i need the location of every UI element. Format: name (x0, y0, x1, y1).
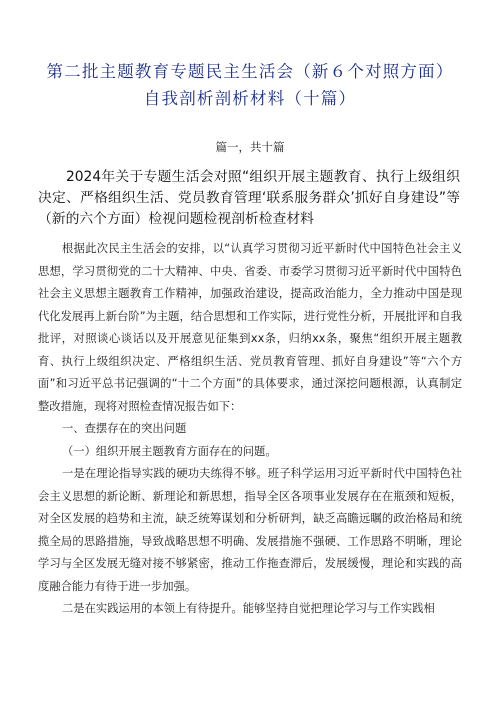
section-heading: 一、查摆存在的突出问题 (62, 422, 187, 435)
body-paragraph-truncated: 二是在实践运用的本领上有待提升。能够坚持自觉把理论学习与工作实践相 (62, 602, 435, 615)
intro-paragraph: 根据此次民主生活会的安排，以“认真学习贯彻习近平新时代中国特色社会主义思想，学习贯彻党的二十大精神、中央、省委、市委学习贯彻习近平新时代中国特色社会主义思想主题教育工作精神，加强政治建设，提高政治能力，全力推动中国是现代化发展再上新台阶”为主题，结合思想和工作实际，进行党性分析，开展批评和自我批评，对照谈心谈话以及开展意见征集到xx条，归纳xx条，聚焦“组织开展主题教育、执行上级组织决定、严格组织生活、党员教育管理、抓好自身建设”等“六个方面”和习近平总书记强调的“十二个方面”的具体要求，通过深挖问题根源，认真制定整改措施，现将对照检查情况报告如下： (38, 242, 462, 413)
document-title: 第二批主题教育专题民主生活会（新６个对照方面）自我剖析剖析材料（十篇） (46, 62, 454, 108)
document-subtitle: 篇一，共十篇 (215, 140, 285, 154)
subsection-heading: （一）组织开展主题教育方面存在的问题。 (62, 444, 277, 458)
article-heading: 2024年关于专题生活会对照“组织开展主题教育、执行上级组织决定、严格组织生活、党员教育管理‘联系服务群众’抓好自身建设”等（新的六个方面）检视问题检视剖析检查材料 (38, 169, 460, 227)
body-paragraph: 一是在理论指导实践的硬功夫练得不够。班子科学运用习近平新时代中国特色社会主义思想的新论断、新理论和新思想，指导全区各项事业发展存在在瓶颈和短板，对全区发展的趋势和主流，缺乏统筹谋划和分析研判，缺乏高瞻远瞩的政治格局和统揽全局的思路措施，导致战略思想不明确、发展措施不强硬、工作思路不明晰，理论学习与全区发展无缝对接不够紧密，推动工作拖查滞后，发展缓慢，理论和实践的高度融合能力有待于进一步加强。 (38, 467, 462, 593)
